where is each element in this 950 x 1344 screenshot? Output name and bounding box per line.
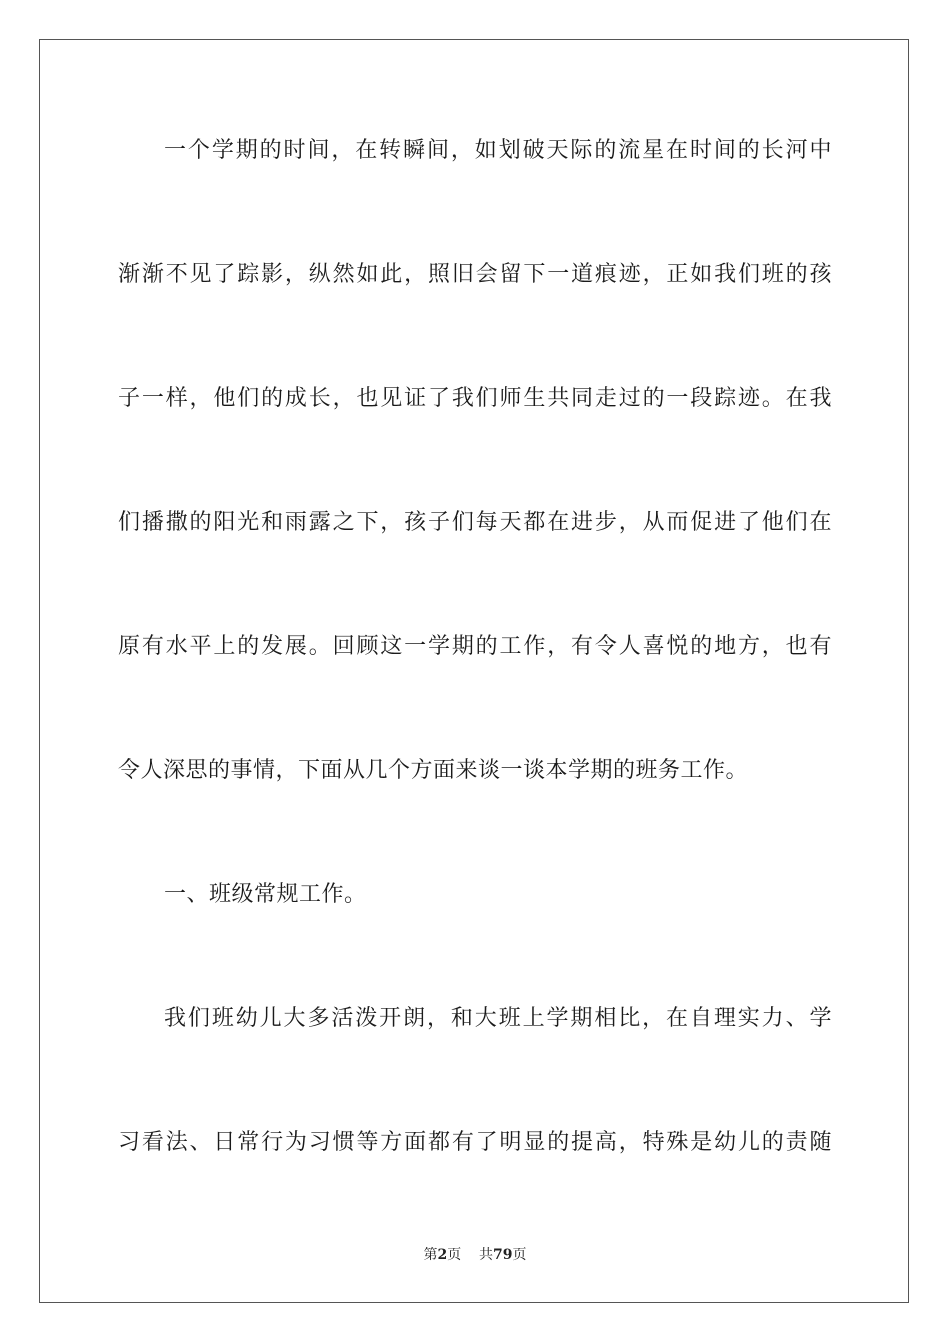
total-suffix: 页 xyxy=(512,1247,527,1263)
paragraph-line-7: 我们班幼儿大多活泼开朗，和大班上学期相比，在自理实力、学 xyxy=(164,1006,832,1031)
page-suffix: 页 xyxy=(447,1247,462,1263)
total-prefix: 共 xyxy=(479,1247,494,1263)
page-prefix: 第 xyxy=(423,1247,438,1263)
paragraph-line-2: 渐渐不见了踪影，纵然如此，照旧会留下一道痕迹，正如我们班的孩 xyxy=(118,262,832,287)
page-number: 2 xyxy=(437,1247,448,1263)
total-pages: 79 xyxy=(493,1247,513,1263)
page-footer xyxy=(0,1246,950,1264)
paragraph-line-1: 一个学期的时间，在转瞬间，如划破天际的流星在时间的长河中 xyxy=(164,138,832,163)
section-heading: 一、班级常规工作。 xyxy=(164,882,367,907)
paragraph-line-8: 习看法、日常行为习惯等方面都有了明显的提高，特殊是幼儿的责随 xyxy=(118,1130,832,1155)
paragraph-line-5: 原有水平上的发展。回顾这一学期的工作，有令人喜悦的地方，也有 xyxy=(118,634,832,659)
page-border xyxy=(39,39,909,1303)
paragraph-line-4: 们播撒的阳光和雨露之下，孩子们每天都在进步，从而促进了他们在 xyxy=(118,510,832,535)
paragraph-line-3: 子一样，他们的成长，也见证了我们师生共同走过的一段踪迹。在我 xyxy=(118,386,832,411)
paragraph-line-6: 令人深思的事情，下面从几个方面来谈一谈本学期的班务工作。 xyxy=(118,758,749,783)
